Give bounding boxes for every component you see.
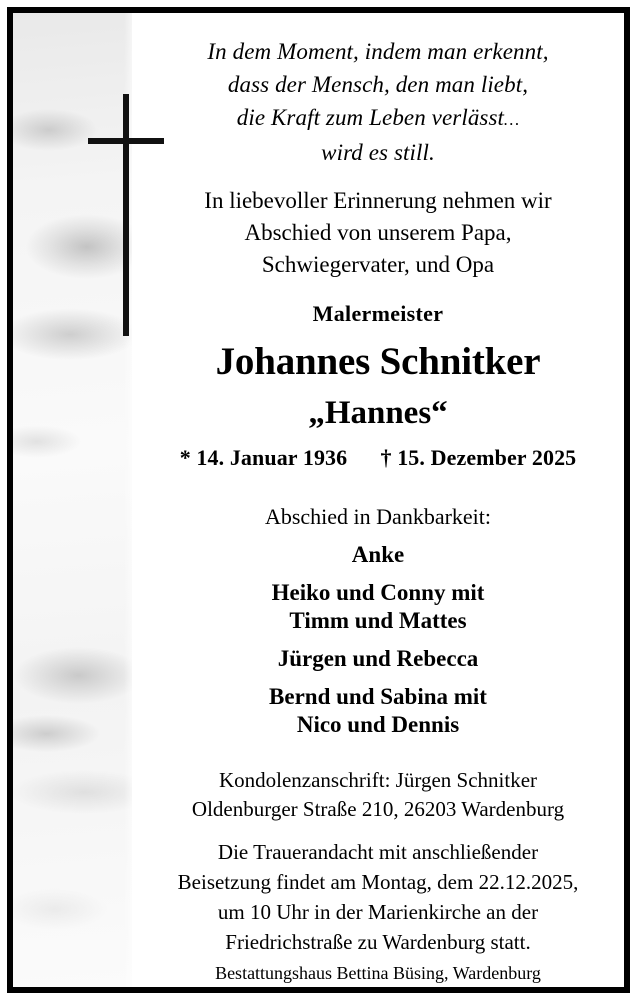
survivor-line: Bernd und Sabina mit (269, 684, 487, 709)
service-line-4: Friedrichstraße zu Wardenburg statt. (225, 930, 531, 954)
memorial-dedication (132, 185, 624, 281)
condolence-address (132, 766, 624, 824)
dedication-line-1: In liebevoller Erinnerung nehmen wir (204, 188, 552, 213)
survivor-line: Anke (351, 542, 405, 567)
condolence-line-1: Kondolenzanschrift: Jürgen Schnitker (218, 768, 538, 792)
service-line-3: um 10 Uhr in der Marienkirche an der (217, 900, 539, 924)
death-symbol: † (380, 445, 392, 470)
memorial-poem (132, 35, 624, 169)
survivor-line: Timm und Mattes (289, 608, 467, 633)
service-details (132, 837, 624, 957)
survivor-group (132, 683, 624, 739)
dedication-line-3: Schwiegervater, und Opa (261, 252, 495, 277)
notice-content (132, 13, 624, 987)
poem-line-2: dass der Mensch, den man liebt, (227, 72, 529, 97)
service-line-1: Die Trauerandacht mit anschließender (217, 840, 539, 864)
poem-line-3-text: die Kraft zum Leben verlässt (236, 105, 505, 130)
poem-line-4: wird es still. (321, 140, 435, 165)
poem-line-1: In dem Moment, indem man erkennt, (207, 39, 549, 64)
poem-ellipsis: … (504, 110, 520, 129)
life-dates (132, 445, 624, 471)
survivor-line: Nico und Dennis (296, 712, 460, 737)
deceased-nickname: „Hannes“ (308, 395, 448, 431)
poem-line-3 (132, 101, 624, 136)
survivor-group (132, 645, 624, 673)
dedication-line-2: Abschied von unserem Papa, (244, 220, 512, 245)
condolence-line-2: Oldenburger Straße 210, 26203 Wardenburg (191, 797, 565, 821)
funeral-home-credit: Bestattungshaus Bettina Büsing, Wardenburg (215, 963, 541, 983)
marble-texture-panel (13, 13, 132, 987)
survivor-line: Jürgen und Rebecca (277, 646, 479, 671)
notice-frame (7, 7, 630, 993)
birth-date: 14. Januar 1936 (196, 445, 348, 470)
cross-vertical-stem (123, 94, 129, 336)
survivors-list (132, 541, 624, 739)
survivor-group (132, 579, 624, 635)
service-line-2: Beisetzung findet am Montag, dem 22.12.2025, (177, 870, 579, 894)
survivor-line: Heiko und Conny mit (271, 580, 485, 605)
farewell-label: Abschied in Dankbarkeit: (264, 504, 492, 529)
death-date: 15. Dezember 2025 (397, 445, 577, 470)
deceased-full-name: Johannes Schnitker (215, 340, 541, 383)
birth-symbol: * (179, 445, 191, 470)
occupation-title: Malermeister (312, 301, 444, 326)
survivor-group (132, 541, 624, 569)
